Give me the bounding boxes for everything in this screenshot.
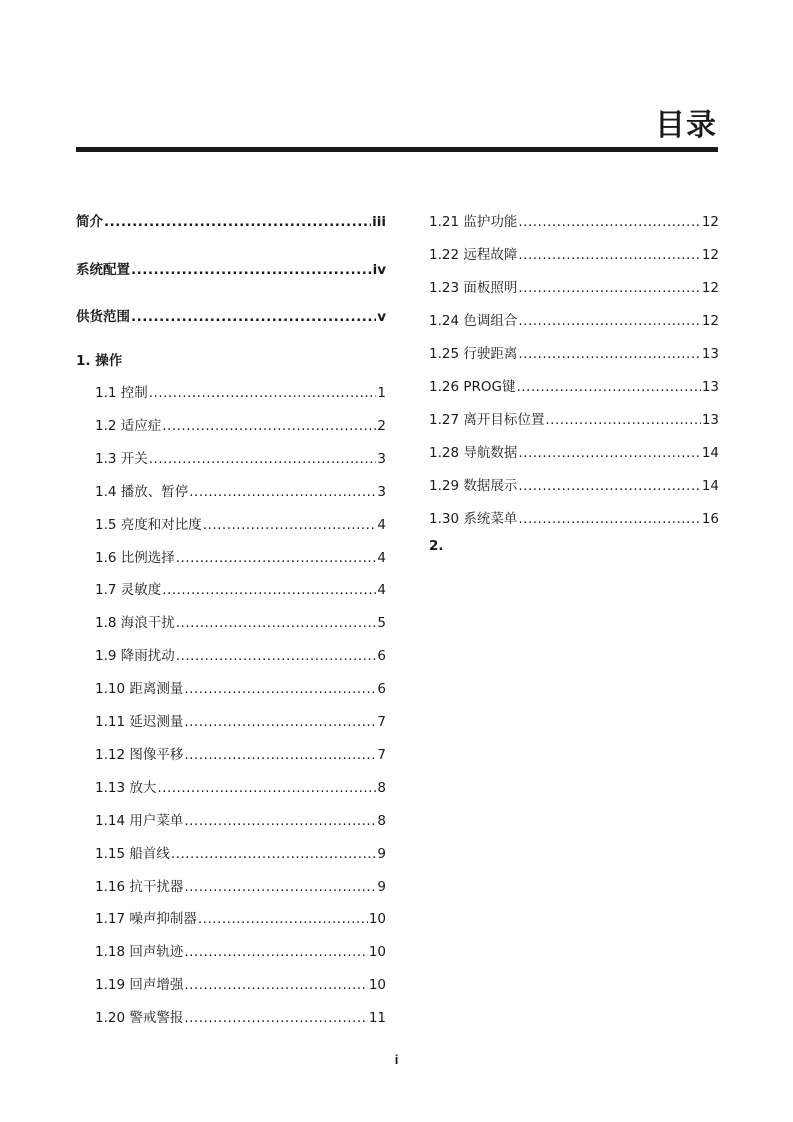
toc-entry[interactable] <box>429 510 719 528</box>
toc-entry[interactable] <box>76 213 386 231</box>
toc-entry-label: 1.26 PROG键 <box>429 379 516 395</box>
toc-entry[interactable] <box>95 976 386 994</box>
toc-entry-label: 系统配置 <box>76 262 130 278</box>
toc-entry[interactable] <box>95 1009 386 1027</box>
toc-entry-label: 1.13 放大 <box>95 779 157 796</box>
toc-entry-label: 1.9 降雨扰动 <box>95 648 175 665</box>
toc-leader-dots <box>518 345 700 363</box>
toc-entry[interactable] <box>95 845 386 863</box>
toc-entry-label: 1.1 控制 <box>95 385 148 401</box>
toc-entry[interactable] <box>95 614 386 632</box>
toc-entry[interactable] <box>95 779 386 797</box>
toc-entry-label: 1.25 行驶距离 <box>429 346 518 362</box>
toc-entry-page: 13 <box>701 379 719 395</box>
toc-leader-dots <box>545 411 700 429</box>
toc-entry-page: 4 <box>377 516 386 533</box>
toc-leader-dots <box>184 812 376 830</box>
toc-entry-page: iii <box>372 214 386 230</box>
toc-entry[interactable] <box>95 878 386 896</box>
toc-entry-page: 10 <box>368 911 386 928</box>
toc-entry-page: 4 <box>377 582 386 599</box>
toc-entry-label: 1.12 图像平移 <box>95 746 184 763</box>
toc-leader-dots <box>176 647 377 665</box>
toc-leader-dots <box>149 450 377 468</box>
toc-leader-dots <box>171 845 377 863</box>
toc-entry[interactable] <box>95 746 386 764</box>
toc-entry-page: 9 <box>377 878 386 895</box>
toc-entry-page: 7 <box>377 746 386 763</box>
toc-entry-page: 12 <box>701 214 719 230</box>
toc-chapter-1-heading[interactable]: 1. 操作 <box>76 353 123 369</box>
toc-entry[interactable] <box>429 345 719 363</box>
toc-entry[interactable] <box>95 647 386 665</box>
toc-entry-page: 12 <box>701 280 719 296</box>
toc-entry[interactable] <box>429 477 719 495</box>
toc-entry-page: 10 <box>368 944 386 961</box>
toc-entry[interactable] <box>95 581 386 599</box>
toc-entry[interactable] <box>429 246 719 264</box>
toc-leader-dots <box>184 680 376 698</box>
toc-entry[interactable] <box>95 812 386 830</box>
toc-leader-dots <box>176 549 377 567</box>
toc-leader-dots <box>149 384 377 402</box>
toc-entry[interactable] <box>95 910 386 928</box>
toc-leader-dots <box>518 279 700 297</box>
toc-entry-label: 1.18 回声轨迹 <box>95 944 184 961</box>
toc-entry[interactable] <box>429 378 719 396</box>
toc-entry-page: iv <box>372 262 386 278</box>
toc-entry[interactable] <box>429 444 719 462</box>
toc-leader-dots <box>189 483 376 501</box>
toc-leader-dots <box>518 213 700 231</box>
toc-entry-page: 14 <box>701 445 719 461</box>
toc-leader-dots <box>518 444 700 462</box>
toc-entry[interactable] <box>95 680 386 698</box>
toc-entry-page: 10 <box>368 977 386 994</box>
toc-leader-dots <box>518 246 700 264</box>
toc-entry-page: 3 <box>377 450 386 467</box>
toc-entry-label: 1.30 系统菜单 <box>429 511 518 527</box>
toc-entry-label: 1.6 比例选择 <box>95 549 175 566</box>
toc-entry-label: 1.7 灵敏度 <box>95 582 162 599</box>
toc-entry-page: 3 <box>377 483 386 500</box>
toc-leader-dots <box>184 943 367 961</box>
title-divider <box>76 147 718 152</box>
toc-leader-dots <box>131 308 376 326</box>
toc-leader-dots <box>162 581 376 599</box>
toc-entry-page: 14 <box>701 478 719 494</box>
toc-leader-dots <box>518 477 700 495</box>
toc-leader-dots <box>131 261 372 279</box>
toc-entry-label: 1.4 播放、暂停 <box>95 483 189 500</box>
page-title: 目录 <box>655 108 717 143</box>
toc-leader-dots <box>184 1009 367 1027</box>
toc-entry-label: 1.17 噪声抑制器 <box>95 911 197 928</box>
toc-entry-label: 1.29 数据展示 <box>429 478 518 494</box>
toc-entry-page: 6 <box>377 648 386 665</box>
toc-entry[interactable] <box>95 549 386 567</box>
toc-entry[interactable] <box>95 384 386 402</box>
toc-entry-label: 1.10 距离测量 <box>95 681 184 698</box>
toc-leader-dots <box>162 417 376 435</box>
toc-leader-dots <box>518 312 700 330</box>
toc-entry[interactable] <box>76 261 386 279</box>
toc-leader-dots <box>184 746 376 764</box>
toc-entry-label: 1.28 导航数据 <box>429 445 518 461</box>
toc-entry-page: 11 <box>368 1010 386 1027</box>
toc-entry-label: 1.8 海浪干扰 <box>95 615 175 632</box>
toc-entry[interactable] <box>95 943 386 961</box>
toc-entry-page: 7 <box>377 714 386 730</box>
toc-entry-label: 1.23 面板照明 <box>429 280 518 296</box>
toc-entry[interactable] <box>429 312 719 330</box>
toc-entry-label: 1.3 开关 <box>95 450 148 467</box>
toc-entry-label: 1.16 抗干扰器 <box>95 878 184 895</box>
toc-entry-page: 1 <box>377 385 386 401</box>
toc-chapter-2-heading[interactable]: 2. <box>429 538 444 554</box>
toc-entry-page: 5 <box>377 615 386 632</box>
toc-leader-dots <box>198 910 368 928</box>
toc-leader-dots <box>516 378 700 396</box>
toc-leader-dots <box>203 516 377 534</box>
toc-entry[interactable] <box>95 483 386 501</box>
toc-leader-dots <box>104 213 371 231</box>
toc-entry-page: 13 <box>701 412 719 428</box>
toc-leader-dots <box>184 976 367 994</box>
toc-entry-page: 8 <box>377 779 386 796</box>
toc-entry-label: 1.22 远程故障 <box>429 247 518 263</box>
toc-entry-page: v <box>377 309 386 325</box>
toc-entry-page: 8 <box>377 812 386 829</box>
toc-entry-label: 1.2 适应症 <box>95 417 162 434</box>
toc-entry[interactable] <box>95 417 386 435</box>
toc-entry[interactable] <box>429 411 719 429</box>
toc-leader-dots <box>157 779 376 797</box>
toc-entry-page: 4 <box>377 549 386 566</box>
toc-entry-label: 供货范围 <box>76 309 130 325</box>
toc-entry-label: 1.20 警戒警报 <box>95 1010 184 1027</box>
page-number: i <box>394 1052 399 1067</box>
toc-entry-label: 1.24 色调组合 <box>429 313 518 329</box>
toc-entry[interactable] <box>95 450 386 468</box>
toc-leader-dots <box>184 878 376 896</box>
toc-entry[interactable] <box>76 308 386 326</box>
toc-entry[interactable] <box>95 713 386 731</box>
toc-entry-page: 16 <box>701 511 719 527</box>
toc-entry-page: 12 <box>701 313 719 329</box>
toc-entry-label: 1.14 用户菜单 <box>95 812 184 829</box>
toc-entry-label: 简介 <box>76 214 103 230</box>
toc-entry-label: 1.19 回声增强 <box>95 977 184 994</box>
toc-entry[interactable] <box>429 279 719 297</box>
toc-entry-label: 1.5 亮度和对比度 <box>95 516 202 533</box>
toc-leader-dots <box>176 614 377 632</box>
toc-entry-label: 1.27 离开目标位置 <box>429 412 545 428</box>
toc-entry-label: 1.15 船首线 <box>95 845 170 862</box>
toc-leader-dots <box>184 713 376 731</box>
toc-entry-page: 12 <box>701 247 719 263</box>
toc-entry-label: 1.21 监护功能 <box>429 214 518 230</box>
toc-entry-page: 13 <box>701 346 719 362</box>
toc-entry[interactable] <box>95 516 386 534</box>
toc-entry-page: 9 <box>377 845 386 862</box>
toc-entry-page: 6 <box>377 681 386 698</box>
toc-entry-label: 1.11 延迟测量 <box>95 714 184 730</box>
toc-leader-dots <box>518 510 700 528</box>
toc-entry-page: 2 <box>377 417 386 434</box>
toc-entry[interactable] <box>429 213 719 231</box>
